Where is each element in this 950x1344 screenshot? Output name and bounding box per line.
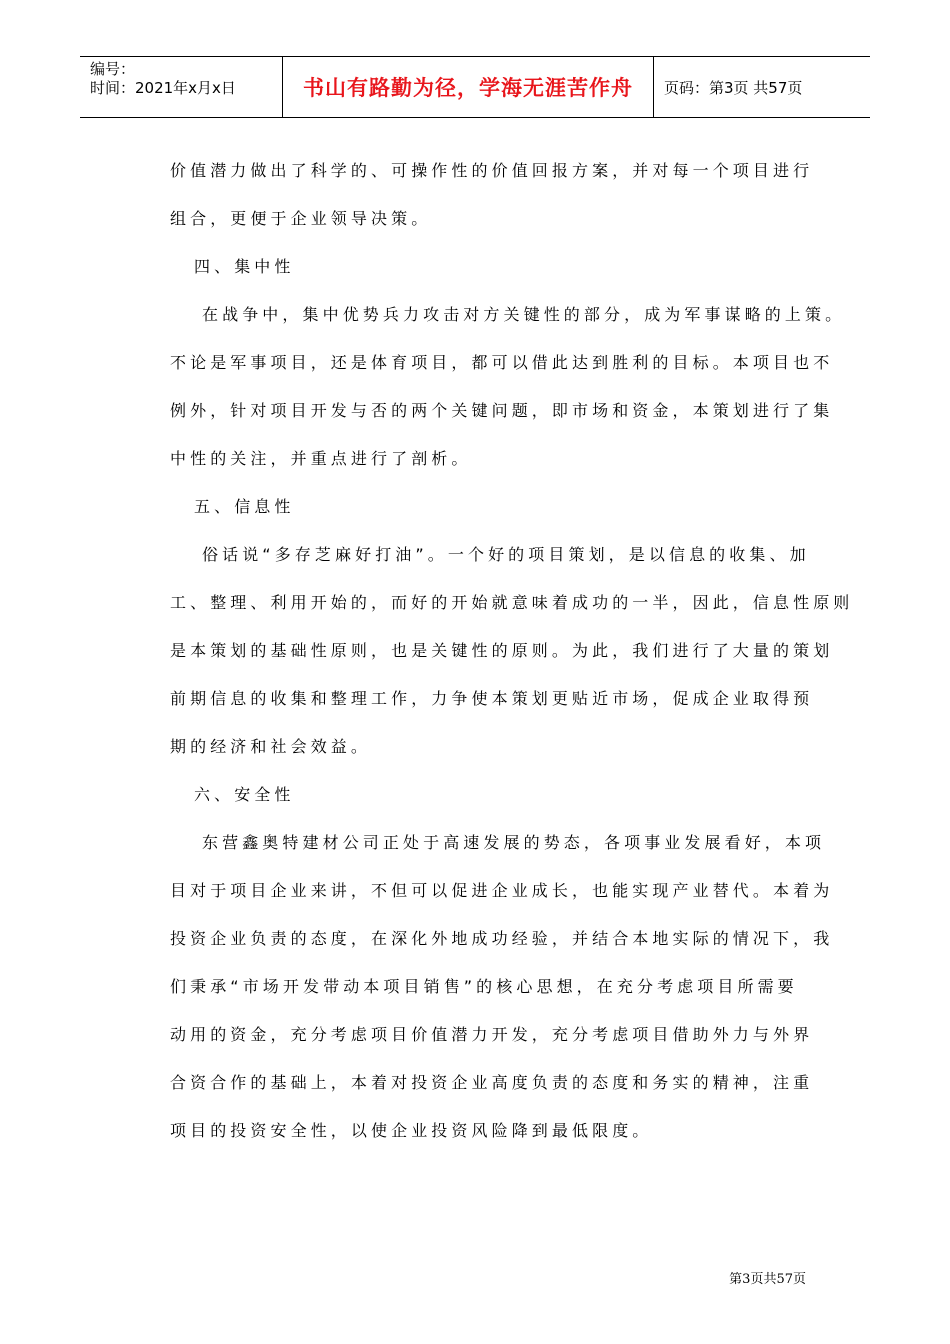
page-footer: 第3页共57页: [729, 1272, 806, 1287]
number-label: 编号：: [90, 60, 136, 78]
paragraph-line: 期的经济和社会效益。: [170, 737, 372, 756]
paragraph-line: 合资合作的基础上，本着对投资企业高度负责的态度和务实的精神，注重: [170, 1073, 814, 1092]
paragraph-line: 项目的投资安全性，以使企业投资风险降到最低限度。: [170, 1121, 653, 1140]
paragraph-line: 例外，针对项目开发与否的两个关键问题，即市场和资金，本策划进行了集: [170, 401, 834, 420]
paragraph-line: 投资企业负责的态度，在深化外地成功经验，并结合本地实际的情况下，我: [170, 929, 834, 948]
paragraph-line: 们秉承“市场开发带动本项目销售”的核心思想，在充分考虑项目所需要: [170, 977, 798, 996]
paragraph-line: 工、整理、利用开始的，而好的开始就意味着成功的一半，因此，信息性原则: [170, 593, 854, 612]
header-motto: 书山有路勤为径，学海无涯苦作舟: [303, 76, 633, 100]
paragraph-line: 俗话说“多存芝麻好打油”。一个好的项目策划，是以信息的收集、加: [202, 545, 810, 564]
date-label: 时间：2021年x月x日: [90, 79, 236, 97]
paragraph-line: 在战争中，集中优势兵力攻击对方关键性的部分，成为军事谋略的上策。: [202, 305, 846, 324]
section-heading-safety: 六、安全性: [194, 785, 295, 804]
paragraph-line: 是本策划的基础性原则，也是关键性的原则。为此，我们进行了大量的策划: [170, 641, 834, 660]
header-divider: [653, 57, 654, 117]
section-heading-concentration: 四、集中性: [194, 257, 295, 276]
page-header: [80, 56, 870, 118]
header-page-number: 页码：第3页 共57页: [664, 78, 803, 97]
paragraph-line: 目对于项目企业来讲，不但可以促进企业成长，也能实现产业替代。本着为: [170, 881, 834, 900]
paragraph-line: 动用的资金，充分考虑项目价值潜力开发，充分考虑项目借助外力与外界: [170, 1025, 814, 1044]
paragraph-line: 价值潜力做出了科学的、可操作性的价值回报方案，并对每一个项目进行: [170, 161, 814, 180]
paragraph-line: 前期信息的收集和整理工作，力争使本策划更贴近市场，促成企业取得预: [170, 689, 814, 708]
paragraph-line: 组合，更便于企业领导决策。: [170, 209, 432, 228]
document-body: [170, 147, 854, 1155]
header-meta: [90, 60, 282, 98]
section-heading-information: 五、信息性: [194, 497, 295, 516]
paragraph-line: 不论是军事项目，还是体育项目，都可以借此达到胜利的目标。本项目也不: [170, 353, 834, 372]
paragraph-line: 东营鑫奥特建材公司正处于高速发展的势态，各项事业发展看好，本项: [202, 833, 826, 852]
paragraph-line: 中性的关注，并重点进行了剖析。: [170, 449, 472, 468]
